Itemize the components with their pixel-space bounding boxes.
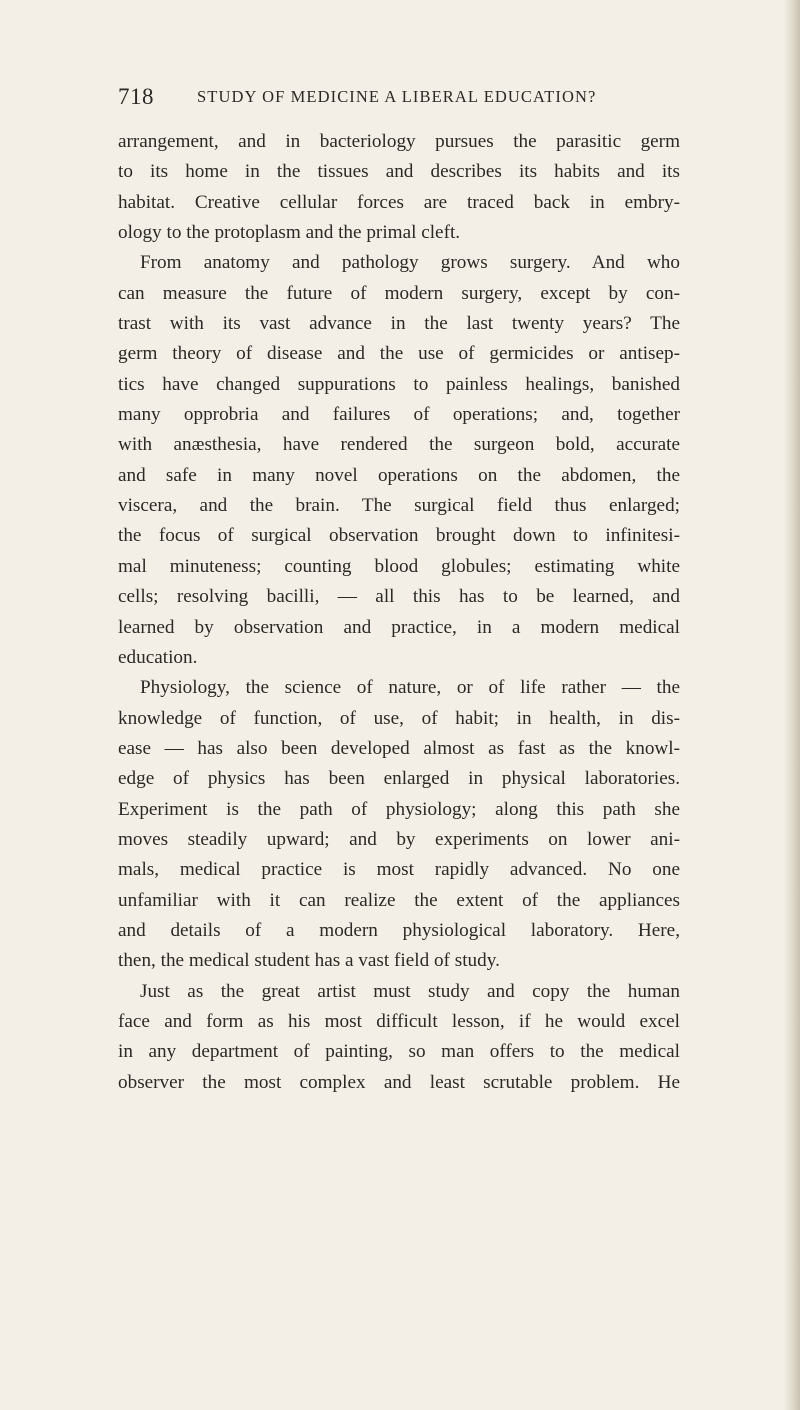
text-line: germ theory of disease and the use of germicides or antisep-	[118, 343, 680, 365]
text-line: then, the medical student has a vast field of study.	[118, 950, 500, 972]
text-line: knowledge of function, of use, of habit; in health, in dis-	[118, 707, 680, 729]
text-line: mal minuteness; counting blood globules; estimating white	[118, 555, 680, 577]
text-line: learned by observation and practice, in a modern medical	[118, 616, 680, 638]
page-edge-shadow	[784, 0, 800, 1410]
text-line: tics have changed suppurations to painless healings, banished	[118, 373, 680, 395]
text-line: unfamiliar with it can realize the extent of the appliances	[118, 889, 680, 911]
text-line: viscera, and the brain. The surgical field thus enlarged;	[118, 495, 680, 517]
text-line: education.	[118, 646, 198, 668]
text-line: with anæsthesia, have rendered the surgeon bold, accurate	[118, 434, 680, 456]
text-line: to its home in the tissues and describes its habits and its	[118, 161, 680, 183]
text-line: ease — has also been developed almost as fast as the knowl-	[118, 737, 680, 759]
text-line: and safe in many novel operations on the abdomen, the	[118, 464, 680, 486]
page-header	[118, 80, 678, 114]
body-text	[118, 127, 680, 1098]
text-line: trast with its vast advance in the last twenty years? The	[118, 313, 680, 335]
text-line: habitat. Creative cellular forces are traced back in embry-	[118, 191, 680, 213]
text-line: can measure the future of modern surgery, except by con-	[118, 282, 680, 304]
text-line: Experiment is the path of physiology; along this path she	[118, 798, 680, 820]
text-line: moves steadily upward; and by experiments on lower ani-	[118, 828, 680, 850]
text-line: observer the most complex and least scrutable problem. He	[118, 1071, 680, 1093]
page-number: 718	[118, 84, 154, 109]
text-line: in any department of painting, so man offers to the medical	[118, 1041, 680, 1063]
text-line: cells; resolving bacilli, — all this has to be learned, and	[118, 586, 680, 608]
text-line: From anatomy and pathology grows surgery. And who	[140, 252, 680, 274]
text-line: face and form as his most difficult lesson, if he would excel	[118, 1010, 680, 1032]
text-line: Physiology, the science of nature, or of life rather — the	[140, 677, 680, 699]
text-line: the focus of surgical observation brought down to infinitesi-	[118, 525, 680, 547]
running-title: STUDY OF MEDICINE A LIBERAL EDUCATION?	[197, 87, 597, 106]
text-line: ology to the protoplasm and the primal cleft.	[118, 222, 461, 244]
text-line: many opprobria and failures of operations; and, together	[118, 404, 680, 426]
text-line: Just as the great artist must study and copy the human	[140, 980, 680, 1002]
text-line: edge of physics has been enlarged in physical laboratories.	[118, 768, 680, 790]
text-line: mals, medical practice is most rapidly advanced. No one	[118, 859, 680, 881]
text-line: arrangement, and in bacteriology pursues the parasitic germ	[118, 131, 680, 152]
text-line: and details of a modern physiological laboratory. Here,	[118, 919, 680, 941]
